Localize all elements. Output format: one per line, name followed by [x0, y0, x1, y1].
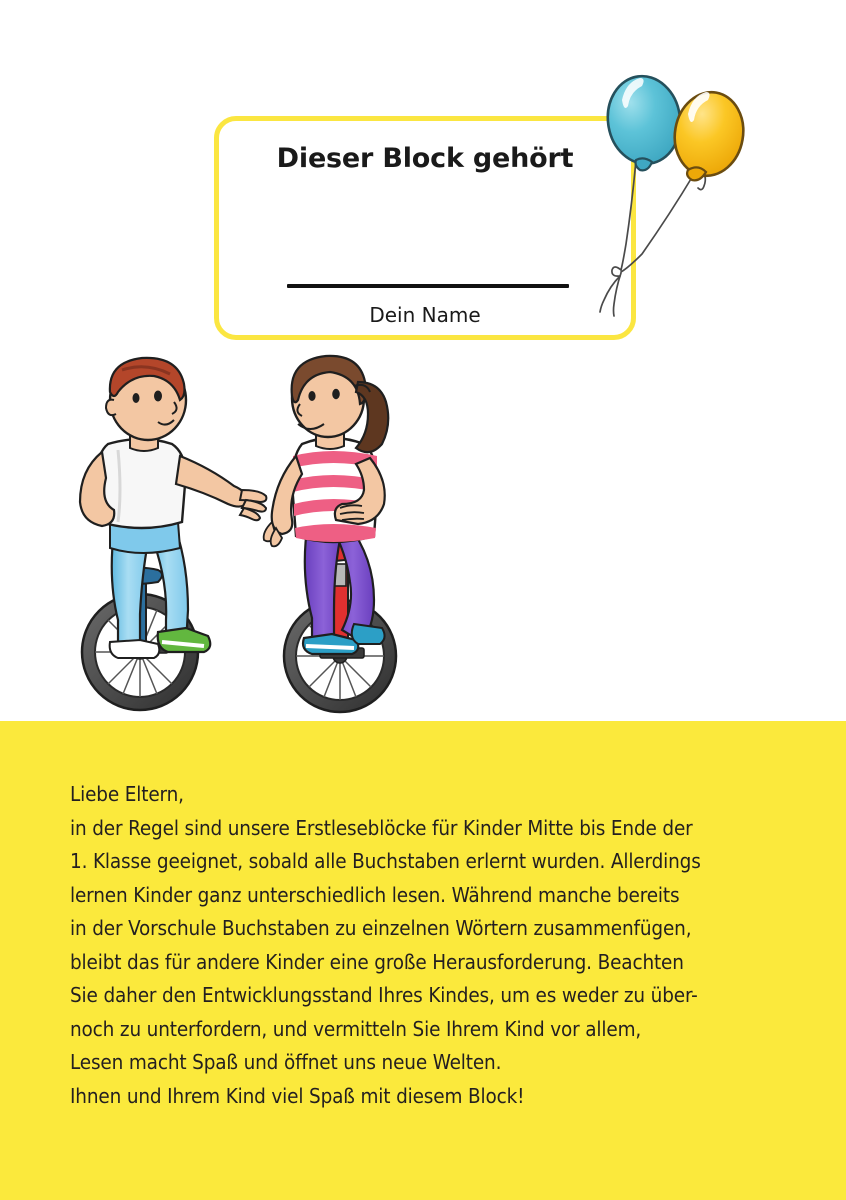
name-card	[214, 116, 636, 340]
letter-line: Lesen macht Spaß und öffnet uns neue Welten.	[70, 1050, 502, 1074]
letter-line: Ihnen und Ihrem Kind viel Spaß mit diesem Block!	[70, 1083, 525, 1108]
balloon-blue	[602, 71, 686, 170]
letter-line: Liebe Eltern,	[70, 782, 184, 806]
parents-letter-band	[0, 721, 846, 1200]
letter-line: in der Regel sind unsere Erstleseblöcke für Kinder Mitte bis Ende der	[70, 815, 693, 840]
boy-left-shoe	[110, 640, 160, 658]
balloon-yellow	[668, 87, 750, 182]
girl-right-shoe	[352, 624, 385, 644]
name-write-line[interactable]	[287, 284, 569, 288]
boy-right-shoe	[158, 628, 211, 652]
name-card-title: Dieser Block gehört	[276, 143, 574, 174]
boy-eye-left	[133, 393, 140, 403]
parents-letter-text	[70, 778, 780, 1113]
kids-illustration	[62, 352, 462, 718]
boy-right-arm	[176, 456, 248, 507]
girl-figure	[264, 356, 396, 712]
letter-line: bleibt das für andere Kinder eine große Herausforderung. Beachten	[70, 949, 684, 974]
letter-line: 1. Klasse geeignet, sobald alle Buchstaben erlernt wurden. Allerdings	[70, 849, 701, 873]
balloon-blue-knot	[636, 158, 653, 170]
balloon-strings	[600, 160, 705, 316]
letter-line: noch zu unterfordern, und vermitteln Sie Ihrem Kind vor allem,	[70, 1016, 642, 1041]
girl-eye-left	[308, 391, 315, 401]
boy-right-hand	[240, 490, 266, 520]
girl-eye-right	[332, 389, 340, 399]
balloons-illustration	[596, 64, 782, 320]
boy-figure	[80, 358, 266, 710]
balloon-yellow-knot	[687, 167, 706, 180]
letter-line: Sie daher den Entwicklungsstand Ihres Kindes, um es weder zu über-	[70, 983, 698, 1007]
letter-line: lernen Kinder ganz unterschiedlich lesen. Während manche bereits	[70, 882, 680, 907]
letter-line: in der Vorschule Buchstaben zu einzelnen Wörtern zusammenfügen,	[70, 916, 692, 940]
name-caption: Dein Name	[369, 303, 481, 327]
boy-eye-right	[154, 391, 162, 402]
